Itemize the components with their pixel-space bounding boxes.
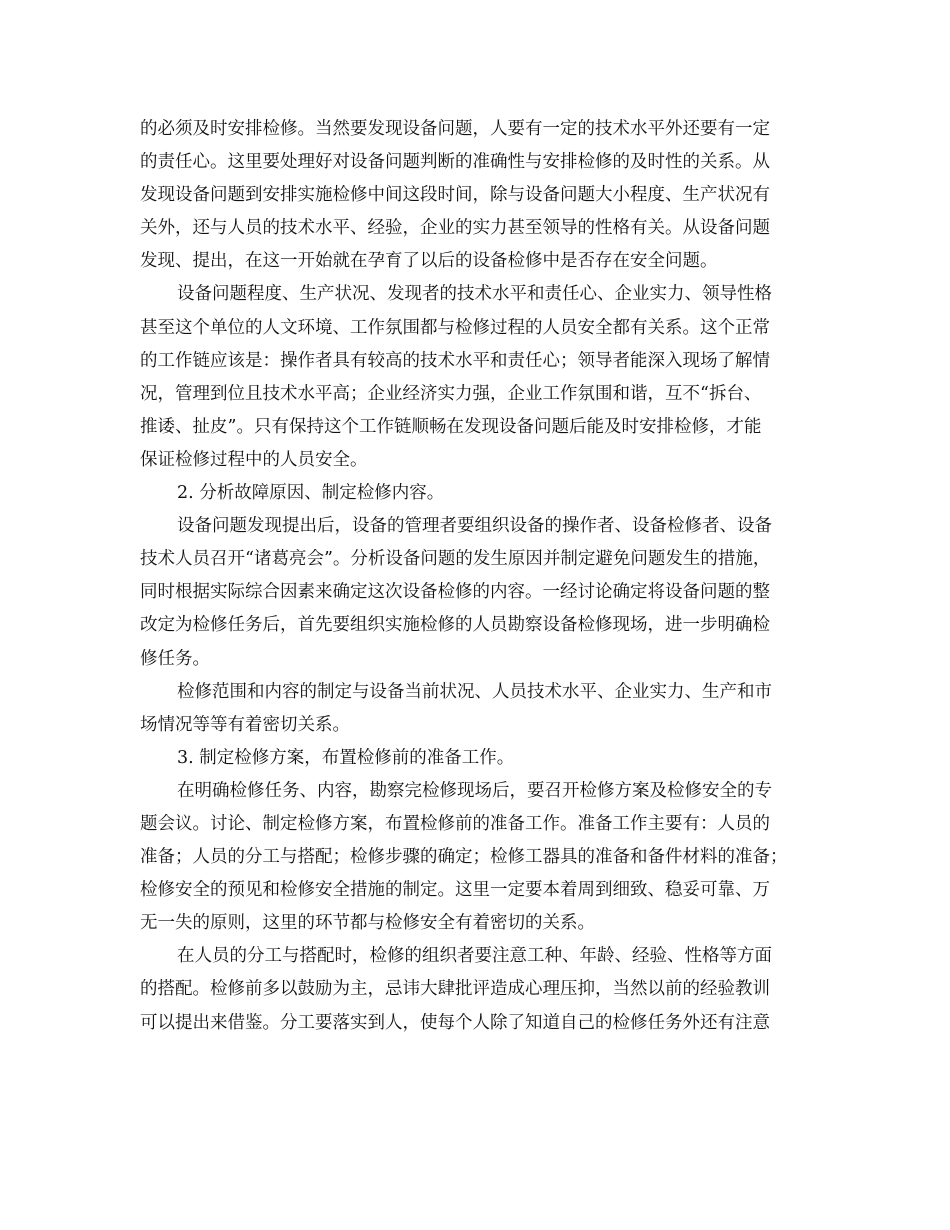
text-line: 发现、提出，在这一开始就在孕育了以后的设备检修中是否存在安全问题。 [140,251,718,272]
text-line: 关外，还与人员的技术水平、经验，企业的实力甚至领导的性格有关。从设备问题 [140,218,770,239]
text-line: 修任务。 [140,648,210,669]
text-line: 同时根据实际综合因素来确定这次设备检修的内容。一经讨论确定将设备问题的整 [140,582,770,603]
text-line: 检修安全的预见和检修安全措施的制定。这里一定要本着周到细致、稳妥可靠、万 [140,880,770,901]
text-line: 可以提出来借鉴。分工要落实到人，使每个人除了知道自己的检修任务外还有注意 [140,1012,770,1033]
paragraph-first-line: 3. 制定检修方案，布置检修前的准备工作。 [177,747,515,768]
text-line: 改定为检修任务后，首先要组织实施检修的人员勘察设备检修现场，进一步明确检 [140,615,770,636]
paragraph-first-line: 设备问题程度、生产状况、发现者的技术水平和责任心、企业实力、领导性格 [177,284,772,305]
text-line: 无一失的原则，这里的环节都与检修安全有着密切的关系。 [140,913,595,934]
text-line: 的工作链应该是：操作者具有较高的技术水平和责任心；领导者能深入现场了解情 [140,350,770,371]
paragraph-first-line: 在人员的分工与搭配时，检修的组织者要注意工种、年龄、经验、性格等方面 [177,946,772,967]
text-line: 题会议。讨论、制定检修方案，布置检修前的准备工作。准备工作主要有：人员的 [140,813,770,834]
text-line: 场情况等等有着密切关系。 [140,714,350,735]
text-line: 技术人员召开“诸葛亮会”。分析设备问题的发生原因并制定避免问题发生的措施， [140,549,771,570]
text-line: 的搭配。检修前多以鼓励为主，忌讳大肆批评造成心理压抑，当然以前的经验教训 [140,979,770,1000]
text-line: 的必须及时安排检修。当然要发现设备问题，人要有一定的技术水平外还要有一定 [140,119,770,139]
text-line: 况，管理到位且技术水平高；企业经济实力强，企业工作氛围和谐，互不“拆台、 [140,383,762,404]
text-line: 保证检修过程中的人员安全。 [140,449,368,470]
paragraph-first-line: 在明确检修任务、内容，勘察完检修现场后，要召开检修方案及检修安全的专 [177,780,772,801]
text-line: 的责任心。这里要处理好对设备问题判断的准确性与安排检修的及时性的关系。从 [140,152,770,173]
text-line: 推诿、扯皮”。只有保持这个工作链顺畅在发现设备问题后能及时安排检修，才能 [140,416,762,437]
paragraph-first-line: 2. 分析故障原因、制定检修内容。 [177,483,445,504]
paragraph-first-line: 检修范围和内容的制定与设备当前状况、人员技术水平、企业实力、生产和市 [177,681,772,702]
text-line: 甚至这个单位的人文环境、工作氛围都与检修过程的人员安全都有关系。这个正常 [140,317,770,338]
paragraph-first-line: 设备问题发现提出后，设备的管理者要组织设备的操作者、设备检修者、设备 [177,516,772,537]
text-line: 准备；人员的分工与搭配；检修步骤的确定；检修工器具的准备和备件材料的准备； [140,847,788,868]
document-page [140,113,814,1040]
text-line: 发现设备问题到安排实施检修中间这段时间，除与设备问题大小程度、生产状况有 [140,185,770,206]
